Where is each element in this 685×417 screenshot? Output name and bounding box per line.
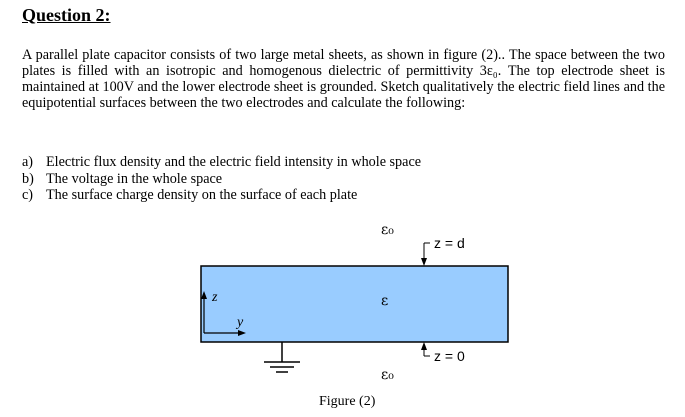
task-marker-b: b) [22, 170, 34, 187]
dielectric-slab [201, 266, 508, 342]
bottom-region-label: ε₀ [381, 367, 394, 383]
dielectric-label: ε [381, 293, 389, 309]
top-plate-label: z = d [434, 235, 465, 251]
figure-caption: Figure (2) [319, 394, 376, 409]
ground-icon [264, 342, 300, 372]
question-title: Question 2: [22, 5, 111, 25]
top-plate-marker [421, 243, 430, 266]
task-marker-a: a) [22, 154, 34, 170]
top-region-label: ε₀ [381, 222, 394, 238]
task-text-b: The voltage in the whole space [46, 170, 223, 187]
task-marker-c: c) [22, 187, 34, 203]
axis-z-label: z [212, 290, 218, 305]
bottom-plate-label: z = 0 [434, 348, 465, 364]
task-text-a: Electric flux density and the electric field intensity in whole space [46, 154, 422, 170]
task-text-c: The surface charge density on the surface of each plate [46, 187, 358, 203]
axis-y-label: y [237, 315, 244, 330]
bottom-plate-marker [421, 342, 430, 356]
question-paragraph: A parallel plate capacitor consists of two large metal sheets, as shown in figure (2).. The space between the two plates is filled with an isotropic and homogenous dielectric of permittivity 3ε₀. The top electrode sheet is maintained at 100V and the lower electrode sheet is grounded. Sketch qualitatively the electric field lines and the equipotential surfaces between the two electrodes and calculate the following: [22, 47, 665, 111]
